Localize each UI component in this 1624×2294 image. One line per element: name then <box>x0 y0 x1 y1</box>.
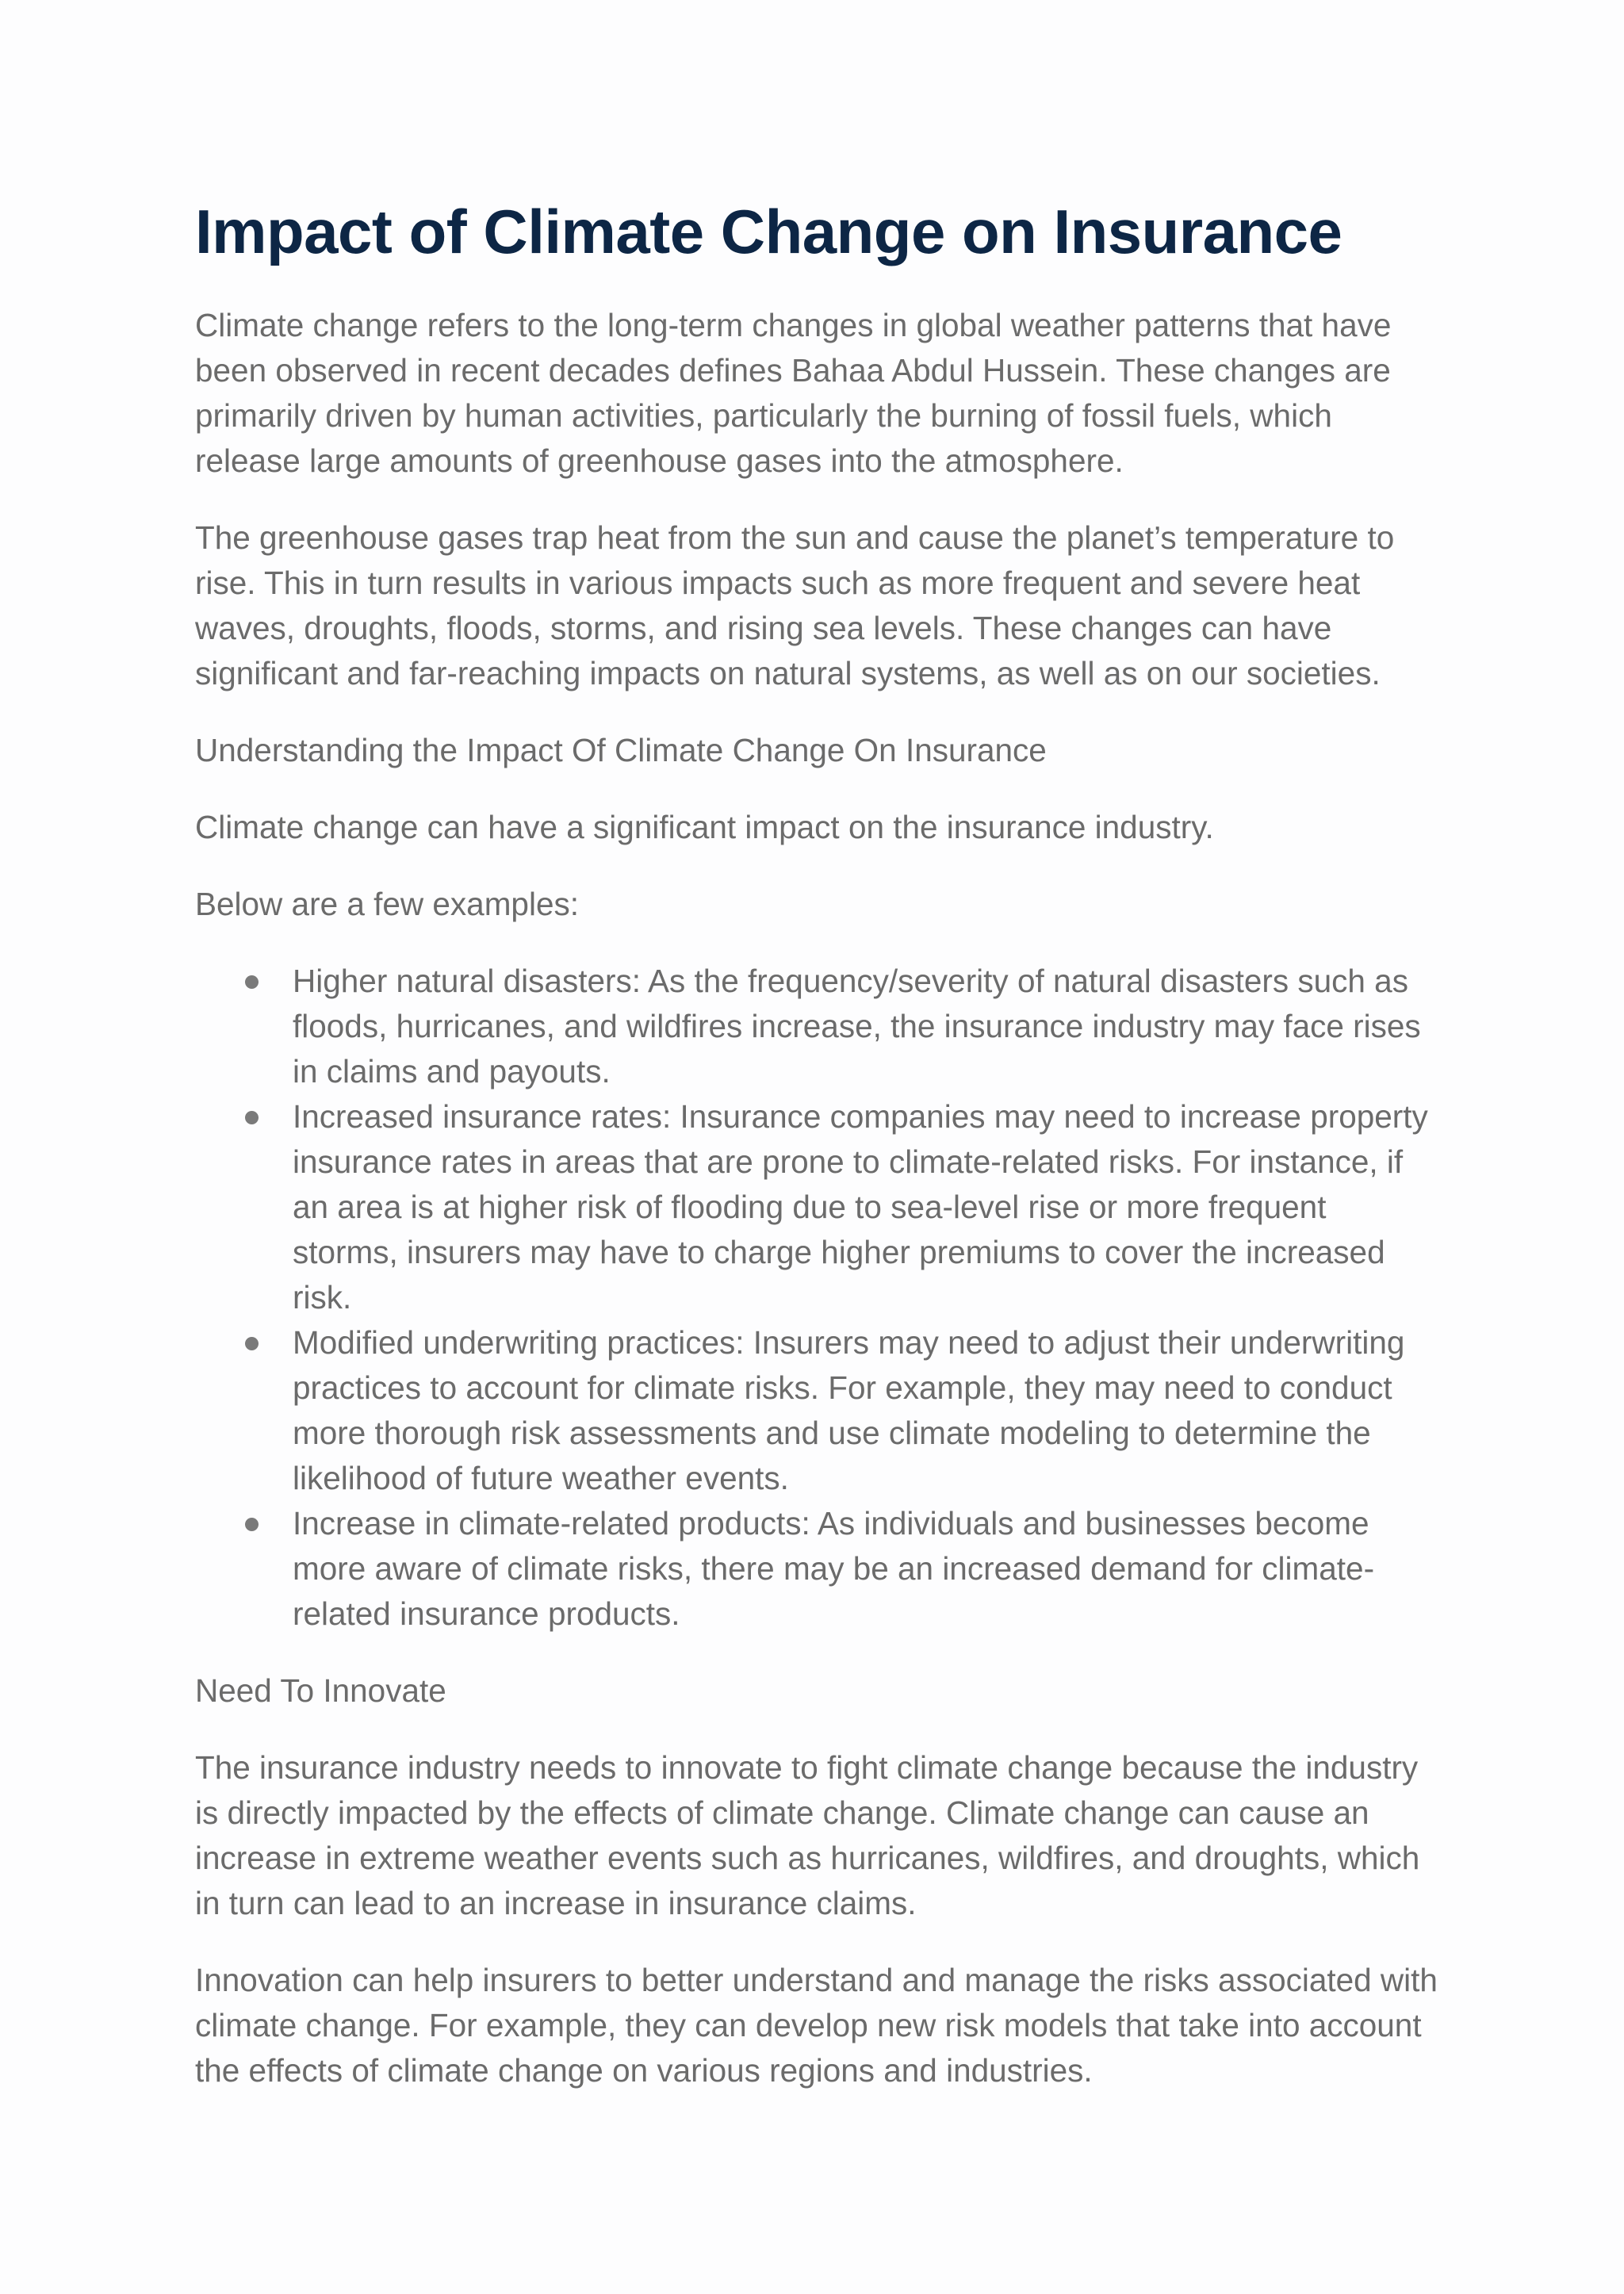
section-heading-innovate: Need To Innovate <box>195 1672 446 1709</box>
bullet-icon <box>245 1518 259 1531</box>
bullet-icon <box>245 975 259 989</box>
bullet-icon <box>245 1337 259 1350</box>
bullet-icon <box>245 1111 259 1124</box>
list-item <box>293 1094 1440 1320</box>
intro-paragraph-2: The greenhouse gases trap heat from the sun and cause the planet’s temperature to rise. This in turn results in various impacts such as more frequent and severe heat waves, droughts, floods, storms, and rising sea levels. These changes can have significant and far-reaching impacts on natural systems, as well as on our societies. <box>195 519 1395 691</box>
list-item-text: Increase in climate-related products: As individuals and businesses become more aware of climate risks, there may be an increased demand for climate-related insurance products. <box>293 1505 1375 1632</box>
examples-label: Below are a few examples: <box>195 886 579 922</box>
examples-list <box>195 959 1440 1637</box>
list-item <box>293 1501 1440 1637</box>
list-item-text: Modified underwriting practices: Insurers may need to adjust their underwriting practices to account for climate risks. For example, they may need to conduct more thorough risk assessments and use climate modeling to determine the likelihood of future weather events. <box>293 1324 1405 1496</box>
list-item <box>293 959 1440 1094</box>
list-item-text: Higher natural disasters: As the frequency/severity of natural disasters such as floods, hurricanes, and wildfires increase, the insurance industry may face rises in claims and payouts. <box>293 963 1421 1090</box>
section-heading-understanding: Understanding the Impact Of Climate Change On Insurance <box>195 732 1047 768</box>
section-lead-paragraph: Climate change can have a significant impact on the insurance industry. <box>195 809 1214 845</box>
document-title: Impact of Climate Change on Insurance <box>195 197 1342 266</box>
intro-paragraph-1: Climate change refers to the long-term changes in global weather patterns that have been observed in recent decades defines Bahaa Abdul Hussein. These changes are primarily driven by human activities, particularly the burning of fossil fuels, which release large amounts of greenhouse gases into the atmosphere. <box>195 307 1392 479</box>
document-page <box>195 192 1440 2125</box>
list-item-text: Increased insurance rates: Insurance companies may need to increase property insurance rates in areas that are prone to climate-related risks. For instance, if an area is at higher risk of flooding due to sea-level rise or more frequent storms, insurers may have to charge higher premiums to cover the increased risk. <box>293 1098 1428 1316</box>
list-item <box>293 1320 1440 1501</box>
innovate-paragraph-1: The insurance industry needs to innovate to fight climate change because the industry is directly impacted by the effects of climate change. Climate change can cause an increase in extreme weather events such as hurricanes, wildfires, and droughts, which in turn can lead to an increase in insurance claims. <box>195 1749 1420 1921</box>
innovate-paragraph-2: Innovation can help insurers to better understand and manage the risks associated with climate change. For example, they can develop new risk models that take into account the effects of climate change on various regions and industries. <box>195 1962 1438 2089</box>
